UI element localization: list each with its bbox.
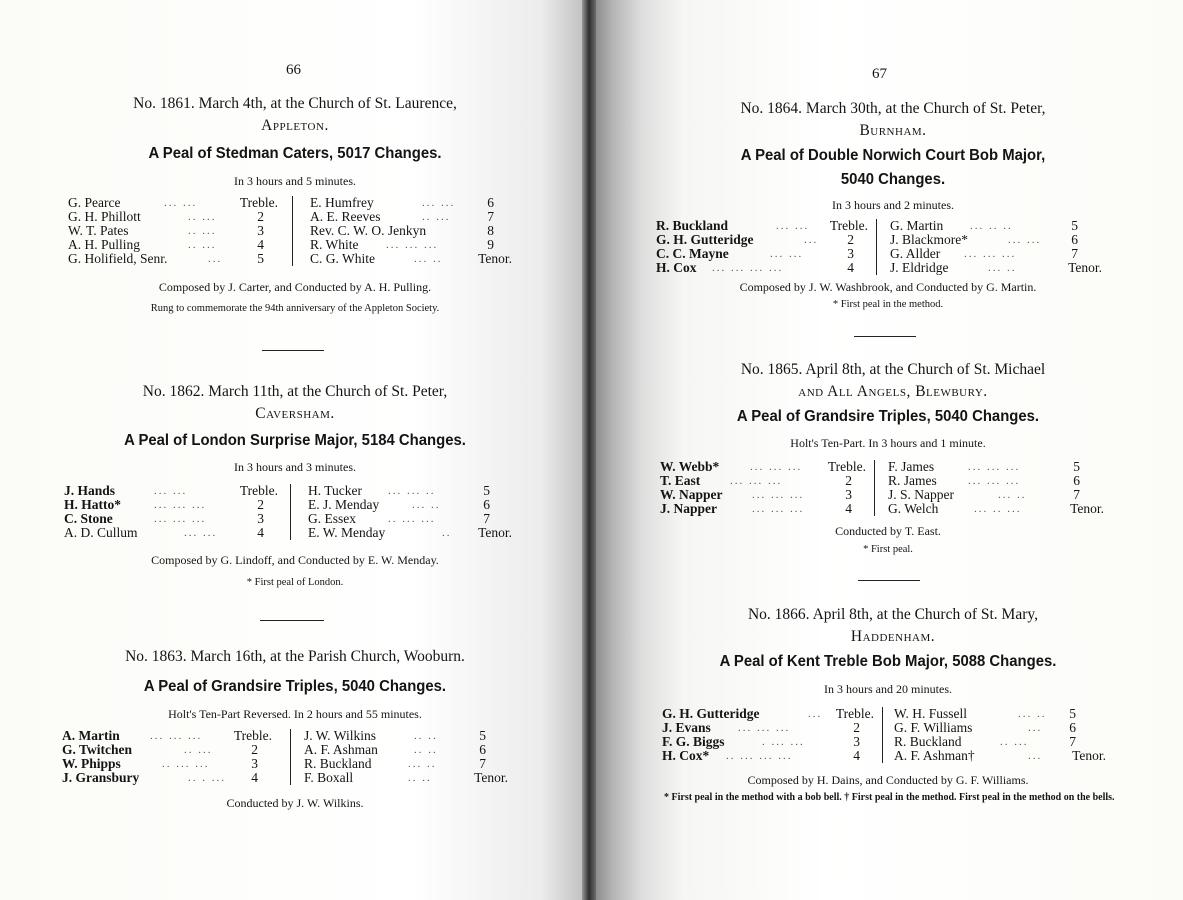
ringer-name: G. F. Williams [894, 720, 973, 735]
bell-number: 4 [845, 501, 852, 516]
bell-number: 3 [257, 223, 264, 238]
column-divider [882, 707, 883, 763]
ringer-row: J. Eldridge ... .. Tenor. [890, 260, 1102, 275]
composer-conductor: Conducted by J. W. Wilkins. [226, 796, 364, 810]
ringers-left-column [656, 219, 868, 275]
ringer-row: R. James ... ... ... 6 [888, 473, 1080, 488]
ringer-row: F. G. Biggs . ... ... 3 [662, 734, 860, 749]
ringer-name: J. Eldridge [890, 260, 949, 275]
ringer-name: E. J. Menday [308, 497, 380, 512]
ringers-table [662, 707, 1108, 765]
ringer-row: G. Martin ... .. .. 5 [890, 218, 1078, 233]
composer-conductor: Composed by G. Lindoff, and Conducted by E. W. Menday. [151, 553, 439, 567]
ringer-name: C. Stone [64, 511, 113, 526]
peal-note: * First peal of London. [246, 577, 344, 588]
ringer-name: G. Allder [890, 246, 941, 261]
ringer-name: A. H. Pulling [68, 237, 141, 252]
bell-number: 2 [257, 497, 264, 512]
ringer-row: C. C. Mayne ... ... 3 [656, 246, 854, 261]
ringers-right-column [894, 707, 1106, 763]
bell-number: 7 [1073, 487, 1080, 502]
ringer-row: E. W. Menday .. Tenor. [308, 525, 512, 540]
ringer-row: G. Pearce ... ... Treble. [68, 195, 278, 210]
peal-title: A Peal of Stedman Caters, 5017 Changes. [148, 145, 442, 162]
bell-number: 7 [1071, 246, 1078, 261]
ringer-name: G. Pearce [68, 195, 121, 210]
bell-number: Tenor. [478, 251, 512, 266]
ringer-name: H. Cox [656, 260, 697, 275]
bell-number: Treble. [233, 728, 272, 743]
ringers-left-column [662, 707, 874, 763]
ringer-row: C. Stone ... ... ... 3 [64, 511, 264, 526]
bell-number: 7 [483, 511, 490, 526]
bell-number: 6 [1069, 720, 1076, 735]
ringer-row: G. Twitchen .. ... 2 [62, 742, 258, 757]
peal-duration: Holt's Ten-Part. In 3 hours and 1 minute. [790, 436, 986, 450]
peal-note: Rung to commemorate the 94th anniversary of the Appleton Society. [150, 303, 440, 314]
composer-conductor: Composed by H. Dains, and Conducted by G. F. Williams. [747, 773, 1029, 787]
ringer-name: A. Martin [62, 728, 120, 743]
ringer-row: A. Martin ... ... ... Treble. [62, 728, 272, 743]
ringers-left-column [62, 729, 272, 785]
bell-number: 4 [847, 260, 854, 275]
bell-number: 6 [483, 497, 490, 512]
ringer-name: F. G. Biggs [662, 734, 725, 749]
ringers-table [62, 729, 510, 787]
ringer-name: J. W. Wilkins [304, 728, 376, 743]
composer-conductor: Composed by J. Carter, and Conducted by A. H. Pulling. [158, 280, 432, 294]
peal-title: A Peal of London Surprise Major, 5184 Changes. [124, 432, 466, 449]
peal-title: A Peal of Double Norwich Court Bob Major, [740, 147, 1046, 164]
entry-separator [262, 350, 324, 351]
ringer-row: W. Phipps .. ... ... 3 [62, 756, 258, 771]
ringer-row: J. Blackmore* ... ... 6 [890, 232, 1078, 247]
ringer-row: W. H. Fussell ... .. 5 [894, 706, 1076, 721]
ringer-row: G. Welch ... .. ... Tenor. [888, 501, 1104, 516]
ringer-name: W. Webb* [660, 459, 720, 474]
ringer-row [310, 224, 512, 238]
left-page [0, 0, 588, 900]
ringer-name: J. Evans [662, 720, 711, 735]
ringer-name: G. H. Gutteridge [662, 706, 760, 721]
ringer-row: J. W. Wilkins .. .. 5 [304, 728, 486, 743]
bell-number: 2 [251, 742, 258, 757]
bell-number: Treble. [239, 195, 278, 210]
bell-number: 5 [257, 251, 264, 266]
ringer-name: R. Buckland [894, 734, 962, 749]
ringer-row: H. Cox ... ... ... ... 4 [656, 260, 854, 275]
ringer-row: G. H. Gutteridge ... 2 [656, 232, 854, 247]
ringer-row: A. F. Ashman .. .. 6 [304, 742, 486, 757]
composer-conductor: Composed by J. W. Washbrook, and Conducted by G. Martin. [739, 280, 1037, 294]
bell-number: Treble. [827, 459, 866, 474]
ringer-row: J. S. Napper ... .. 7 [888, 487, 1080, 502]
entry-location: Caversham. [255, 405, 335, 422]
peal-title: A Peal of Kent Treble Bob Major, 5088 Changes. [719, 653, 1057, 670]
ringers-left-column [64, 484, 278, 540]
column-divider [290, 729, 291, 785]
ringer-name: G. Welch [888, 501, 939, 516]
ringer-name: R. White [310, 237, 359, 252]
ringer-row: C. G. White ... .. Tenor. [310, 251, 512, 266]
peal-title-line2: 5040 Changes. [840, 171, 946, 188]
ringer-row: J. Gransbury .. . ... 4 [62, 770, 258, 785]
bell-number: 2 [847, 232, 854, 247]
ringer-row: G. Allder ... ... ... 7 [890, 246, 1078, 261]
bell-number: 6 [1073, 473, 1080, 488]
peal-duration: In 3 hours and 2 minutes. [832, 198, 954, 212]
bell-number: 3 [853, 734, 860, 749]
peal-duration: In 3 hours and 20 minutes. [824, 682, 952, 696]
composer-conductor: Conducted by T. East. [835, 524, 941, 538]
ringers-right-column [310, 196, 512, 266]
bell-number: 5 [483, 483, 490, 498]
bell-number: 2 [845, 473, 852, 488]
ringer-name: J. S. Napper [888, 487, 954, 502]
entry-heading: No. 1866. April 8th, at the Church of St. Mary, [747, 606, 1039, 623]
bell-number: Tenor. [474, 770, 508, 785]
ringer-name: C. G. White [310, 251, 375, 266]
entry-heading: No. 1861. March 4th, at the Church of St. Laurence, [133, 95, 457, 112]
bell-number: 5 [479, 728, 486, 743]
ringer-name: A. D. Cullum [64, 525, 138, 540]
ringers-left-column [660, 460, 866, 516]
bell-number: 5 [1071, 218, 1078, 233]
ringer-name: G. Holifield, Senr. [68, 251, 168, 266]
ringer-row: W. T. Pates .. ... 3 [68, 223, 264, 238]
ringer-name: H. Cox* [662, 748, 710, 763]
peal-duration: In 3 hours and 3 minutes. [234, 460, 356, 474]
book-gutter [582, 0, 596, 900]
ringer-name: E. Humfrey [310, 195, 374, 210]
ringer-row: G. Holifield, Senr. ... 5 [68, 251, 264, 266]
ringer-name: W. T. Pates [68, 223, 129, 238]
ringer-name: A. F. Ashman [304, 742, 378, 757]
ringers-table [68, 196, 513, 268]
ringers-table [64, 484, 512, 542]
ringers-right-column [304, 729, 508, 785]
ringer-row: G. F. Williams ... 6 [894, 720, 1076, 735]
ringer-row: A. F. Ashman† ... Tenor. [894, 748, 1106, 763]
ringer-row: G. H. Gutteridge ... Treble. [662, 706, 874, 721]
peal-note: * First peal in the method with a bob bell. † First peal in the method. First peal in the method on the bells. [664, 792, 1115, 803]
column-divider [876, 219, 877, 275]
column-divider [874, 460, 875, 516]
bell-number: 3 [257, 511, 264, 526]
bell-number: 6 [479, 742, 486, 757]
bell-number: 4 [257, 237, 264, 252]
ringer-name: W. Napper [660, 487, 723, 502]
ringer-row: A. H. Pulling .. ... 4 [68, 237, 264, 252]
bell-number: Tenor. [1072, 748, 1106, 763]
ringers-table [660, 460, 1106, 518]
ringer-name: H. Hatto* [64, 497, 121, 512]
ringer-row: W. Webb* ... ... ... Treble. [660, 459, 866, 474]
ringer-name: J. Gransbury [62, 770, 140, 785]
bell-number: Tenor. [1070, 501, 1104, 516]
column-divider [290, 484, 291, 540]
ringer-name: G. Essex [308, 511, 356, 526]
ringer-name: H. Tucker [308, 483, 363, 498]
column-divider [292, 196, 293, 266]
bell-number: Treble. [829, 218, 868, 233]
peal-title: A Peal of Grandsire Triples, 5040 Changes. [143, 678, 447, 695]
bell-number: 7 [487, 209, 494, 224]
ringer-name: F. James [888, 459, 935, 474]
ringer-name: C. C. Mayne [656, 246, 729, 261]
bell-number: 9 [487, 237, 494, 252]
ringer-row: J. Hands ... ... Treble. [64, 483, 278, 498]
ringer-name: R. Buckland [304, 756, 372, 771]
right-page [588, 0, 1183, 900]
ringer-row: J. Napper ... ... ... 4 [660, 501, 852, 516]
bell-number: Treble. [239, 483, 278, 498]
ringer-row: F. Boxall .. .. Tenor. [304, 770, 508, 785]
ringers-table [656, 219, 1102, 277]
ringer-row: E. J. Menday ... .. 6 [308, 497, 490, 512]
ringer-row: F. James ... ... ... 5 [888, 459, 1080, 474]
ringer-name: G. Twitchen [62, 742, 133, 757]
entry-separator [260, 620, 324, 621]
ringer-row: R. Buckland .. ... 7 [894, 734, 1076, 749]
ringer-row: H. Tucker ... ... .. 5 [308, 483, 490, 498]
bell-number: 7 [1069, 734, 1076, 749]
entry-heading: No. 1863. March 16th, at the Parish Church, Wooburn. [125, 648, 465, 665]
ringer-name: J. Napper [660, 501, 717, 516]
ringer-row: T. East ... ... ... 2 [660, 473, 852, 488]
bell-number: 3 [845, 487, 852, 502]
peal-duration: Holt's Ten-Part Reversed. In 2 hours and 55 minutes. [168, 707, 422, 721]
page-number: 66 [286, 62, 301, 78]
ringer-row: W. Napper ... ... ... 3 [660, 487, 852, 502]
ringer-row: A. E. Reeves .. ... 7 [310, 209, 494, 224]
ringer-name: R. James [888, 473, 937, 488]
bell-number: 3 [251, 756, 258, 771]
bell-number: Tenor. [1068, 260, 1102, 275]
entry-separator [858, 580, 920, 581]
bell-number: 7 [479, 756, 486, 771]
ringer-name: R. Buckland [656, 218, 729, 233]
ringer-name: T. East [660, 473, 701, 488]
bell-number: 4 [257, 525, 264, 540]
ringers-right-column [890, 219, 1102, 275]
ringer-name: G. Martin [890, 218, 944, 233]
ringer-name: E. W. Menday [308, 525, 386, 540]
ringer-name: J. Hands [64, 483, 116, 498]
entry-location: Burnham. [859, 122, 927, 139]
ringer-row: H. Cox* .. ... ... ... 4 [662, 748, 860, 763]
bell-number: 2 [853, 720, 860, 735]
bell-number: 5 [1069, 706, 1076, 721]
bell-number: 6 [487, 195, 494, 210]
ringer-name: W. H. Fussell [894, 706, 968, 721]
peal-duration: In 3 hours and 5 minutes. [234, 174, 356, 188]
bell-number: Tenor. [478, 525, 512, 540]
ringer-row: G. Essex .. ... ... 7 [308, 511, 490, 526]
ringer-name: J. Blackmore* [890, 232, 968, 247]
bell-number: 4 [251, 770, 258, 785]
peal-note: * First peal. [863, 544, 913, 555]
ringer-name: A. F. Ashman† [894, 748, 975, 763]
ringer-name: G. H. Phillott [68, 209, 141, 224]
entry-location: Haddenham. [850, 628, 936, 645]
page-number: 67 [872, 66, 887, 82]
bell-number: Treble. [835, 706, 874, 721]
bell-number: 6 [1071, 232, 1078, 247]
peal-note: * First peal in the method. [832, 299, 944, 310]
bell-number: 4 [853, 748, 860, 763]
ringer-row: A. D. Cullum ... ... 4 [64, 525, 264, 540]
ringer-name: Rev. C. W. O. Jenkyn [310, 223, 427, 238]
entry-heading: No. 1865. April 8th, at the Church of St. Michael [740, 361, 1046, 378]
ringers-right-column [308, 484, 512, 540]
peal-title: A Peal of Grandsire Triples, 5040 Changes. [736, 408, 1040, 425]
entry-location: Appleton. [261, 117, 329, 134]
entry-heading: No. 1862. March 11th, at the Church of St. Peter, [142, 383, 448, 400]
ringer-row: E. Humfrey ... ... 6 [310, 195, 494, 210]
ringer-row: J. Evans ... ... ... 2 [662, 720, 860, 735]
ringer-name: W. Phipps [62, 756, 121, 771]
bell-number: 8 [487, 223, 494, 238]
ringers-right-column [888, 460, 1104, 516]
ringer-row: H. Hatto* ... ... ... 2 [64, 497, 264, 512]
entry-separator [854, 336, 916, 337]
ringer-name: A. E. Reeves [310, 209, 381, 224]
ringer-row: G. H. Phillott .. ... 2 [68, 209, 264, 224]
entry-heading: No. 1864. March 30th, at the Church of St. Peter, [740, 100, 1046, 117]
ringer-row: R. Buckland ... ... Treble. [656, 218, 868, 233]
bell-number: 3 [847, 246, 854, 261]
ringer-row: R. Buckland ... .. 7 [304, 756, 486, 771]
entry-location: and All Angels, Blewbury. [798, 383, 988, 400]
ringers-left-column [68, 196, 278, 266]
bell-number: 5 [1073, 459, 1080, 474]
bell-number: 2 [257, 209, 264, 224]
ringer-row: R. White ... ... ... 9 [310, 237, 494, 252]
ringer-name: F. Boxall [304, 770, 354, 785]
ringer-name: G. H. Gutteridge [656, 232, 754, 247]
